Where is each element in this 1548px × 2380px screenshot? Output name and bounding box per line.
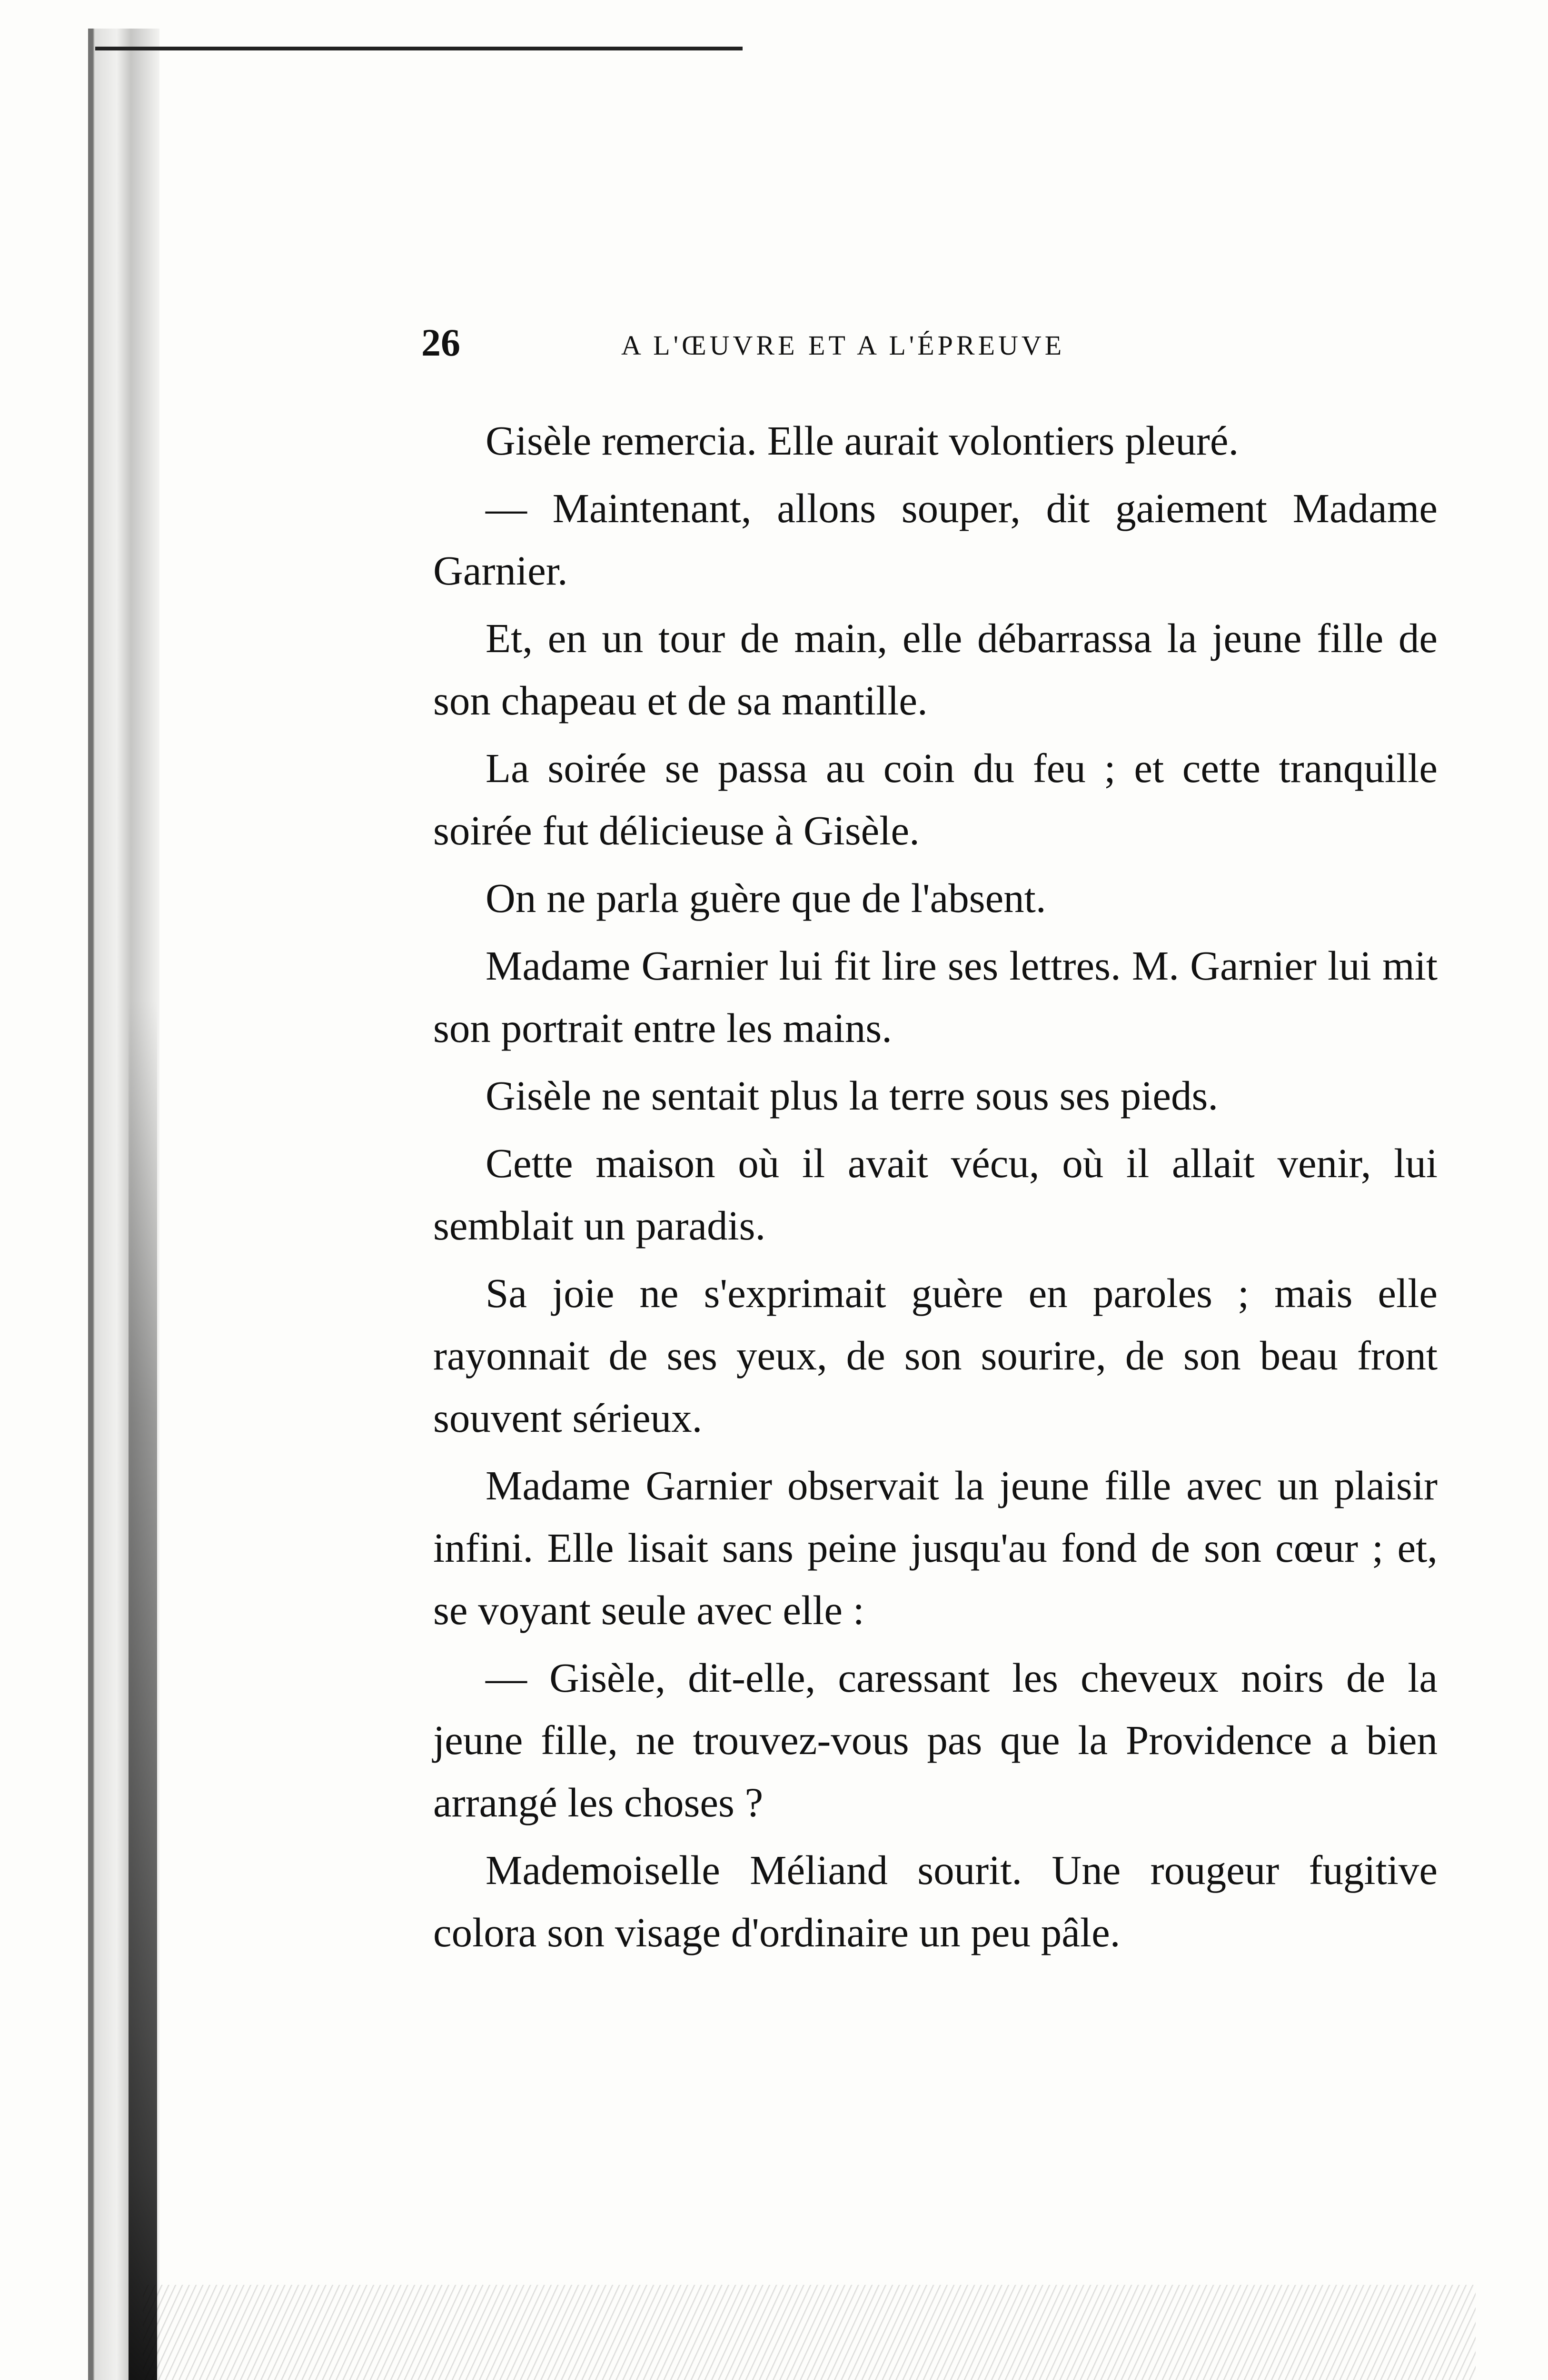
binding-shadow [129,1000,157,2380]
paragraph: On ne parla guère que de l'absent. [486,875,1046,921]
paragraph: — Gisèle, dit-elle, caressant les cheveux noirs de la jeune fille, ne trouvez-vous pas que la Providence a bien arrangé les choses ? [433,1655,1438,1825]
paragraph: La soirée se passa au coin du feu ; et cette tranquille soirée fut délicieuse à Gisèle. [433,745,1438,853]
paragraph: Mademoiselle Méliand sourit. Une rougeur fugitive colora son visage d'ordinaire un peu pâle. [433,1847,1438,1955]
scan-top-rule [95,47,743,50]
paragraph: Gisèle remercia. Elle aurait volontiers pleuré. [486,417,1239,464]
paragraph: Cette maison où il avait vécu, où il allait venir, lui semblait un paradis. [433,1140,1438,1249]
page-header [421,309,1326,376]
paragraph: Gisèle ne sentait plus la terre sous ses pieds. [486,1072,1219,1119]
body-text [433,409,1438,1969]
paragraph: Et, en un tour de main, elle débarrassa la jeune fille de son chapeau et de sa mantille. [433,615,1438,724]
scan-bottom-noise [143,2285,1476,2380]
paragraph: Madame Garnier observait la jeune fille avec un plaisir infini. Elle lisait sans peine jusqu'au fond de son cœur ; et, se voyant seule avec elle : [433,1462,1438,1633]
paragraph: Madame Garnier lui fit lire ses lettres. M. Garnier lui mit son portrait entre les mains. [433,942,1438,1051]
running-title: A L'ŒUVRE ET A L'ÉPREUVE [621,330,1065,361]
page-number: 26 [421,321,460,364]
paragraph: Sa joie ne s'exprimait guère en paroles ; mais elle rayonnait de ses yeux, de son sourire, de son beau front souvent sérieux. [433,1270,1438,1441]
paragraph: — Maintenant, allons souper, dit gaiement Madame Garnier. [433,485,1438,594]
